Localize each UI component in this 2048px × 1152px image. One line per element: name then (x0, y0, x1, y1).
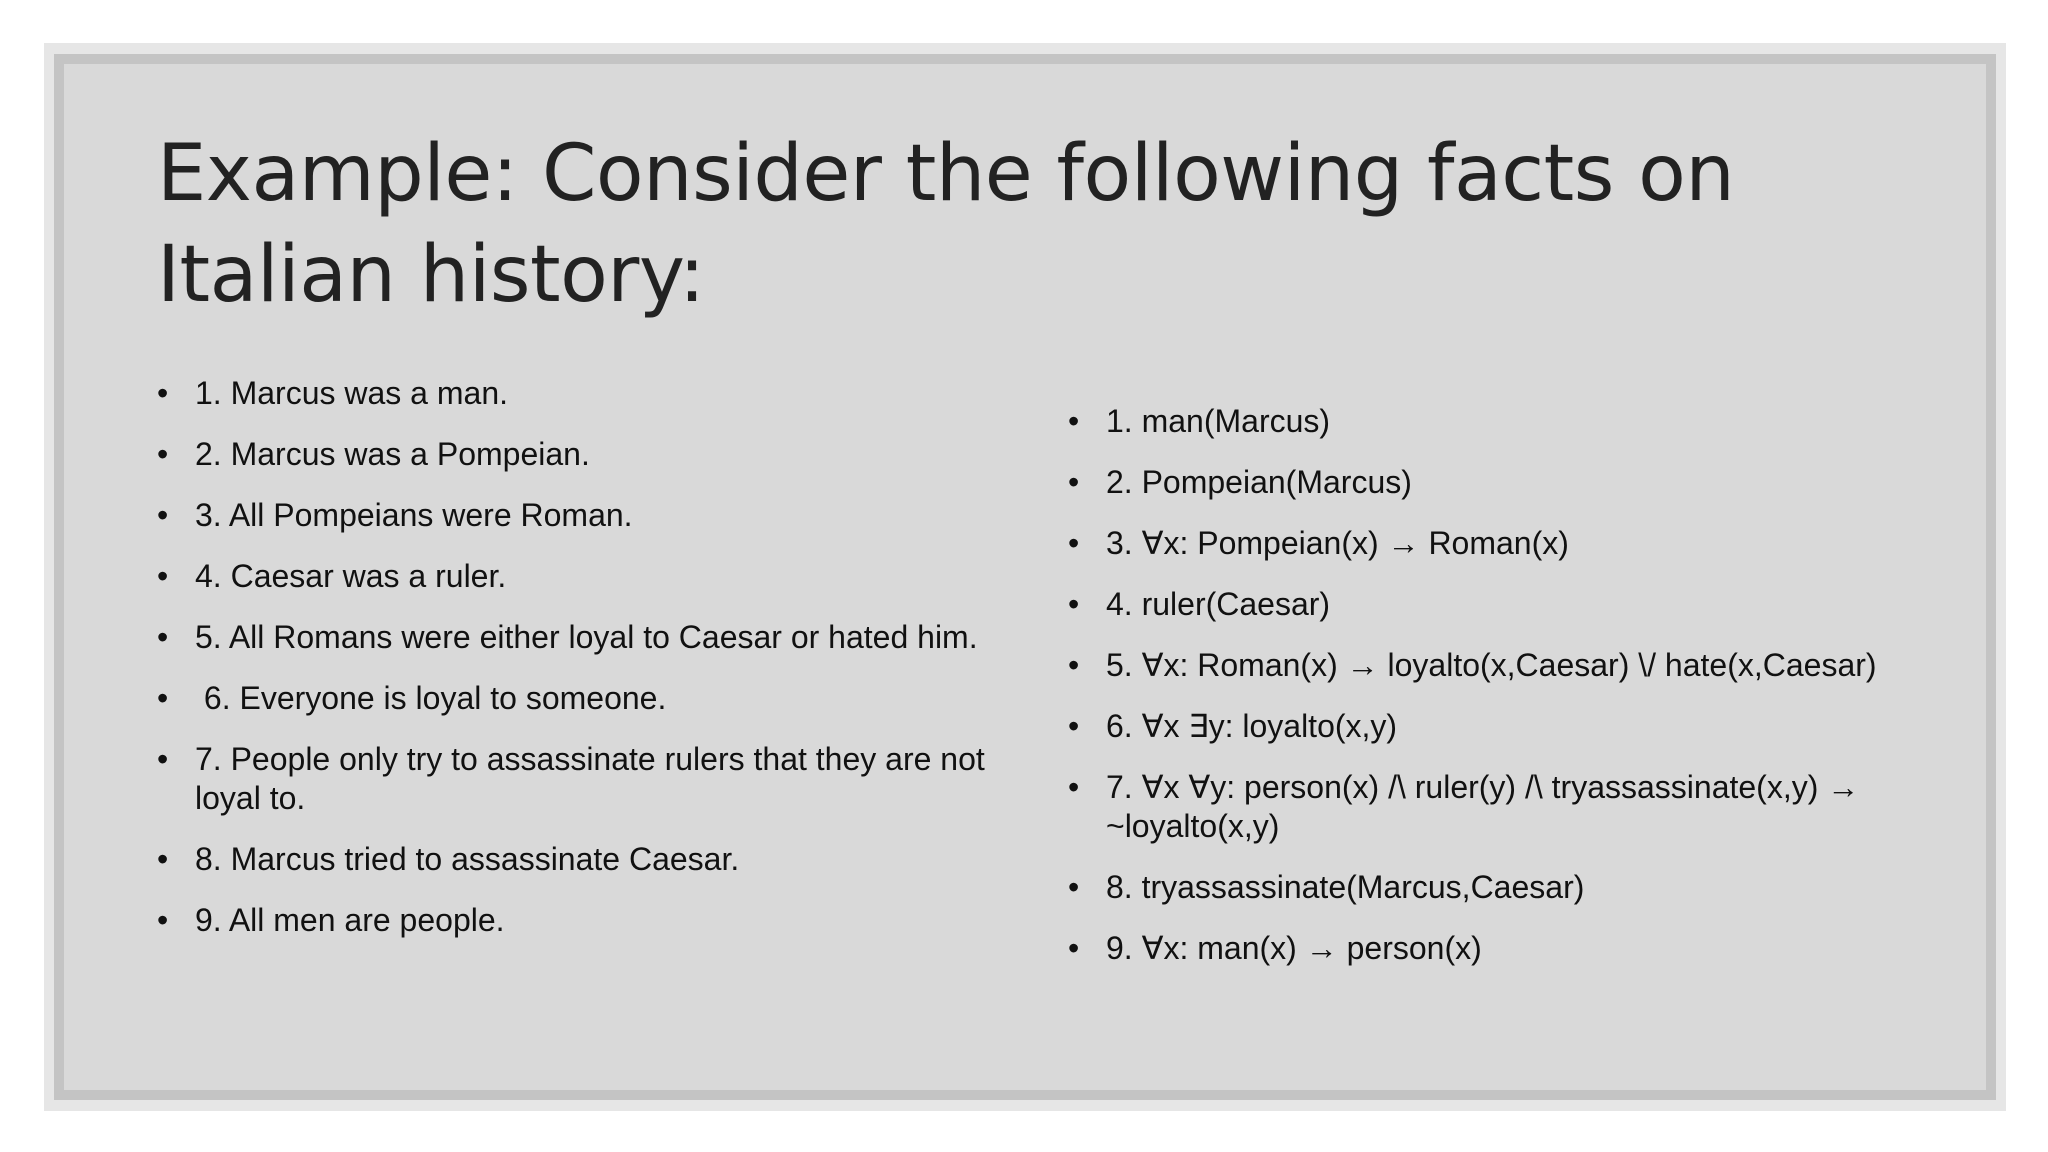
bullet-icon: • (1068, 769, 1080, 805)
list-item (1068, 463, 1938, 502)
list-item-text: 2. Pompeian(Marcus) (1106, 464, 1412, 500)
bullet-icon: • (157, 902, 169, 938)
bullet-icon: • (157, 497, 169, 533)
list-item-text: 8. Marcus tried to assassinate Caesar. (195, 841, 740, 877)
list-item (1068, 585, 1938, 624)
bullet-icon: • (157, 375, 169, 411)
slide-title: Example: Consider the following facts on Italian history: (157, 129, 1735, 320)
bullet-icon: • (1068, 464, 1080, 500)
list-item (1068, 707, 1938, 746)
list-item (1068, 929, 1938, 968)
list-item (157, 901, 987, 940)
bullet-icon: • (157, 741, 169, 777)
list-item-text: 3. All Pompeians were Roman. (195, 497, 633, 533)
list-item (157, 740, 987, 818)
list-item-text: 8. tryassassinate(Marcus,Caesar) (1106, 869, 1585, 905)
bullet-icon: • (157, 619, 169, 655)
bullet-icon: • (157, 436, 169, 472)
list-item (157, 618, 987, 657)
bullet-icon: • (1068, 586, 1080, 622)
list-item-text: 2. Marcus was a Pompeian. (195, 436, 590, 472)
list-item (157, 496, 987, 535)
list-item (1068, 768, 1938, 846)
list-item (157, 557, 987, 596)
list-item (157, 840, 987, 879)
list-item-text: 9. ∀x: man(x) → person(x) (1106, 930, 1482, 966)
list-item (1068, 402, 1938, 441)
list-item (157, 374, 987, 413)
list-item-text: 6. ∀x ∃y: loyalto(x,y) (1106, 708, 1398, 744)
list-item-text: 4. ruler(Caesar) (1106, 586, 1331, 622)
bullet-icon: • (1068, 403, 1080, 439)
list-item-text: 4. Caesar was a ruler. (195, 558, 507, 594)
bullet-icon: • (1068, 930, 1080, 966)
bullet-icon: • (1068, 525, 1080, 561)
bullet-icon: • (157, 680, 169, 716)
list-item (1068, 524, 1938, 563)
list-item-text: 5. All Romans were either loyal to Caesar or hated him. (195, 619, 978, 655)
bullet-icon: • (157, 558, 169, 594)
facts-list-logic (1068, 402, 1938, 990)
list-item-text: 7. People only try to assassinate rulers that they are not loyal to. (195, 741, 985, 816)
list-item (157, 679, 987, 718)
bullet-icon: • (1068, 647, 1080, 683)
list-item-text: 6. Everyone is loyal to someone. (195, 680, 667, 716)
list-item-text: 9. All men are people. (195, 902, 505, 938)
list-item-text: 7. ∀x ∀y: person(x) /\ ruler(y) /\ tryassassinate(x,y) → ~loyalto(x,y) (1106, 769, 1860, 844)
list-item-text: 5. ∀x: Roman(x) → loyalto(x,Caesar) \/ hate(x,Caesar) (1106, 647, 1877, 683)
list-item-text: 3. ∀x: Pompeian(x) → Roman(x) (1106, 525, 1569, 561)
list-item (1068, 868, 1938, 907)
bullet-icon: • (157, 841, 169, 877)
list-item-text: 1. Marcus was a man. (195, 375, 508, 411)
list-item (1068, 646, 1938, 685)
facts-list-english (157, 374, 987, 962)
list-item-text: 1. man(Marcus) (1106, 403, 1331, 439)
list-item (157, 435, 987, 474)
bullet-icon: • (1068, 869, 1080, 905)
bullet-icon: • (1068, 708, 1080, 744)
